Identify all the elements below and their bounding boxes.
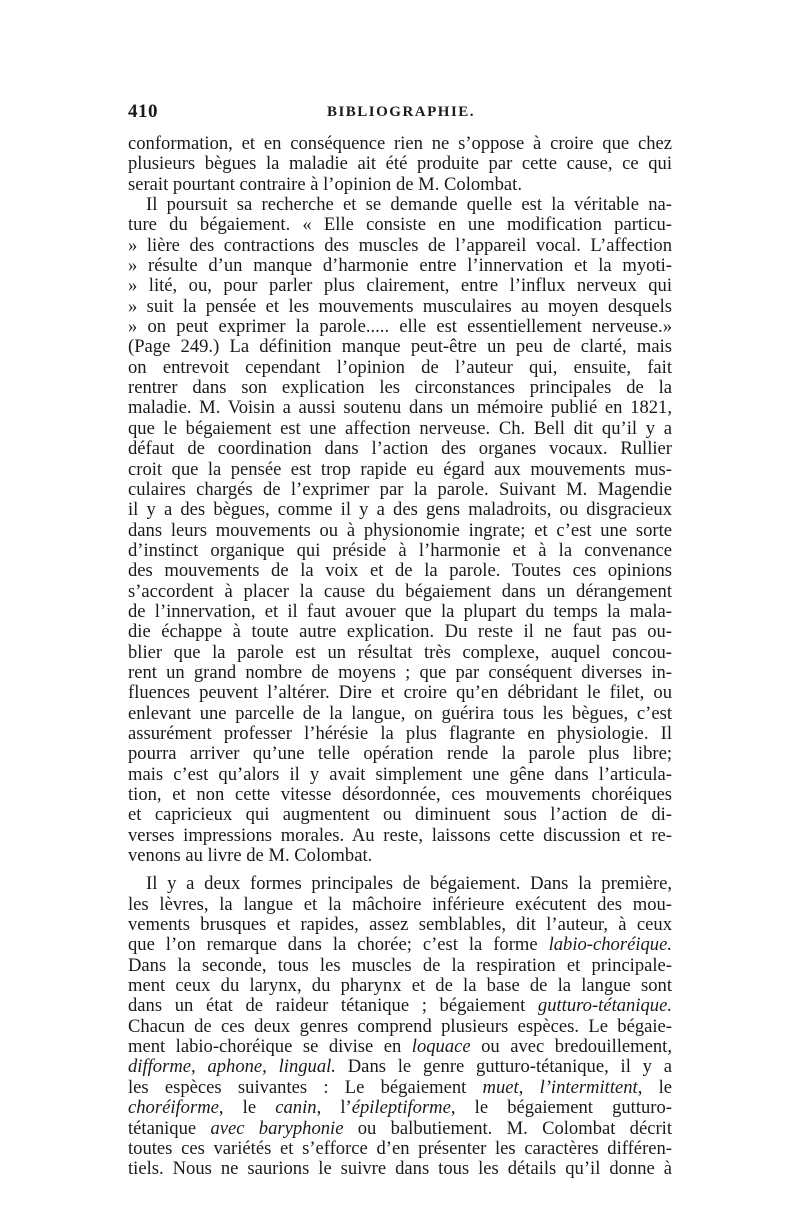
text-line: les lèvres, la langue et la mâchoire inférieure exécutent des mou-	[128, 894, 672, 915]
text-line: culaires chargés de l’exprimer par la parole. Suivant M. Magendie	[128, 479, 672, 500]
text-line: » résulte d’un manque d’harmonie entre l’innervation et la myoti-	[128, 256, 672, 277]
text-line: Il y a deux formes principales de bégaiement. Dans la première,	[146, 874, 672, 895]
text-line: rent un grand nombre de moyens ; que par conséquent diverses in-	[128, 662, 672, 683]
text-line	[128, 1057, 672, 1077]
text-run: ment labio-choréique se divise en	[128, 1037, 412, 1058]
text-line: assurément professer l’hérésie la plus flagrante en physiologie. Il	[128, 723, 672, 744]
italic-term: choréiforme	[128, 1098, 219, 1119]
italic-term: difforme, aphone, lingual.	[128, 1057, 336, 1078]
text-run: , l’	[316, 1098, 352, 1119]
text-line: on entrevoit cependant l’opinion de l’auteur qui, ensuite, fait	[128, 357, 672, 378]
text-run: ou balbutiement. M. Colombat décrit	[343, 1118, 672, 1139]
text-line: défaut de coordination dans l’action des organes vocaux. Rullier	[128, 439, 672, 460]
italic-term: l’intermittent	[539, 1077, 638, 1098]
text-line: » suit la pensée et les mouvements musculaires au moyen desquels	[128, 296, 672, 317]
text-run: ,	[518, 1077, 540, 1098]
italic-term: labio-choréique.	[548, 935, 672, 956]
running-title: BIBLIOGRAPHIE.	[326, 104, 476, 120]
body-text	[128, 134, 672, 1180]
text-run: Dans le genre gutturo-tétanique, il y a	[335, 1057, 672, 1078]
text-line: pourra arriver qu’une telle opération rende la parole plus libre;	[128, 744, 672, 765]
text-line: s’accordent à placer la cause du bégaiement dans un dérangement	[128, 581, 672, 602]
italic-term: avec baryphonie	[210, 1118, 344, 1139]
text-line: dans leurs mouvements ou à physionomie ingrate; et c’est une sorte	[128, 520, 672, 541]
text-run: tétanique	[128, 1118, 211, 1139]
italic-term: épileptiforme	[351, 1098, 451, 1119]
text-line: des mouvements de la voix et de la parole. Toutes ces opinions	[128, 561, 672, 582]
text-line: Il poursuit sa recherche et se demande quelle est la véritable na-	[146, 195, 672, 216]
text-line: conformation, et en conséquence rien ne s’oppose à croire que chez	[128, 134, 672, 154]
italic-term: muet	[482, 1077, 519, 1098]
text-line: rentrer dans son explication les circonstances principales de la	[128, 378, 672, 399]
text-run: que l’on remarque dans la chorée; c’est la forme	[128, 935, 549, 956]
text-run: ou avec bredouillement,	[470, 1037, 672, 1058]
text-line: tiels. Nous ne saurions le suivre dans tous les détails qu’il donne à	[128, 1159, 672, 1180]
text-line	[128, 1078, 672, 1098]
italic-term: gutturo-tétanique.	[537, 996, 672, 1017]
text-line	[128, 1098, 672, 1118]
text-line: de l’innervation, et il faut avouer que la plupart du temps la mala-	[128, 601, 672, 622]
text-line: et capricieux qui augmentent ou diminuent sous l’action de di-	[128, 805, 672, 826]
page-number: 410	[128, 101, 158, 122]
text-run: les espèces suivantes : Le bégaiement	[128, 1077, 483, 1098]
text-line: ment ceux du larynx, du pharynx et de la base de la langue sont	[128, 976, 672, 997]
text-line: (Page 249.) La définition manque peut-être un peu de clarté, mais	[128, 337, 672, 358]
text-line: fluences peuvent l’altérer. Dire et croire qu’en débridant le filet, ou	[128, 683, 672, 704]
text-run: , le	[637, 1077, 672, 1098]
text-line: tion, et non cette vitesse désordonnée, ces mouvements choréiques	[128, 785, 672, 805]
text-line: serait pourtant contraire à l’opinion de M. Colombat.	[128, 174, 522, 195]
text-line: il y a des bègues, comme il y a des gens maladroits, ou disgracieux	[128, 500, 672, 521]
text-line: ture du bégaiement. « Elle consiste en une modification particu-	[128, 215, 672, 236]
italic-term: loquace	[411, 1037, 471, 1058]
text-line: enlevant une parcelle de la langue, on guérira tous les bègues, c’est	[128, 703, 672, 724]
text-line: d’instinct organique qui préside à l’harmonie et à la convenance	[128, 540, 672, 561]
text-line	[128, 1037, 672, 1057]
text-line: mais c’est qu’alors il y avait simplement une gêne dans l’articula-	[128, 764, 672, 785]
text-line: maladie. M. Voisin a aussi soutenu dans un mémoire publié en 1821,	[128, 398, 672, 419]
text-line: Chacun de ces deux genres comprend plusieurs espèces. Le bégaie-	[128, 1016, 672, 1037]
text-line: croit que la pensée est trop rapide eu égard aux mouvements mus-	[128, 459, 672, 480]
text-line: verses impressions morales. Au reste, laissons cette discussion et re-	[128, 825, 672, 846]
text-line	[128, 996, 672, 1016]
text-line: » lière des contractions des muscles de l’appareil vocal. L’affection	[128, 235, 672, 256]
text-line: vements brusques et rapides, assez semblables, dit l’auteur, à ceux	[128, 915, 672, 936]
text-line: » on peut exprimer la parole..... elle est essentiellement nerveuse.»	[128, 317, 672, 338]
text-line	[128, 935, 672, 955]
text-run: , le bégaiement gutturo-	[450, 1098, 672, 1119]
text-line: blier que la parole est un résultat très complexe, auquel concou-	[128, 642, 672, 663]
text-run: , le	[218, 1098, 276, 1119]
text-line: venons au livre de M. Colombat.	[128, 846, 373, 867]
text-line: Dans la seconde, tous les muscles de la respiration et principale-	[128, 955, 672, 976]
text-line: die échappe à toute autre explication. Du reste il ne faut pas ou-	[128, 622, 672, 643]
text-line: que le bégaiement est une affection nerveuse. Ch. Bell dit qu’il y a	[128, 418, 672, 439]
text-line: » lité, ou, pour parler plus clairement, entre l’influx nerveux qui	[128, 276, 672, 297]
page-header	[128, 101, 674, 129]
paragraph-gap	[128, 866, 672, 874]
italic-term: canin	[275, 1098, 317, 1119]
text-line: plusieurs bègues la maladie ait été produite par cette cause, ce qui	[128, 154, 672, 175]
text-line: toutes ces variétés et s’efforce d’en présenter les caractères différen-	[128, 1138, 672, 1159]
text-run: dans un état de raideur tétanique ; bégaiement	[128, 996, 538, 1017]
text-line	[128, 1119, 672, 1139]
